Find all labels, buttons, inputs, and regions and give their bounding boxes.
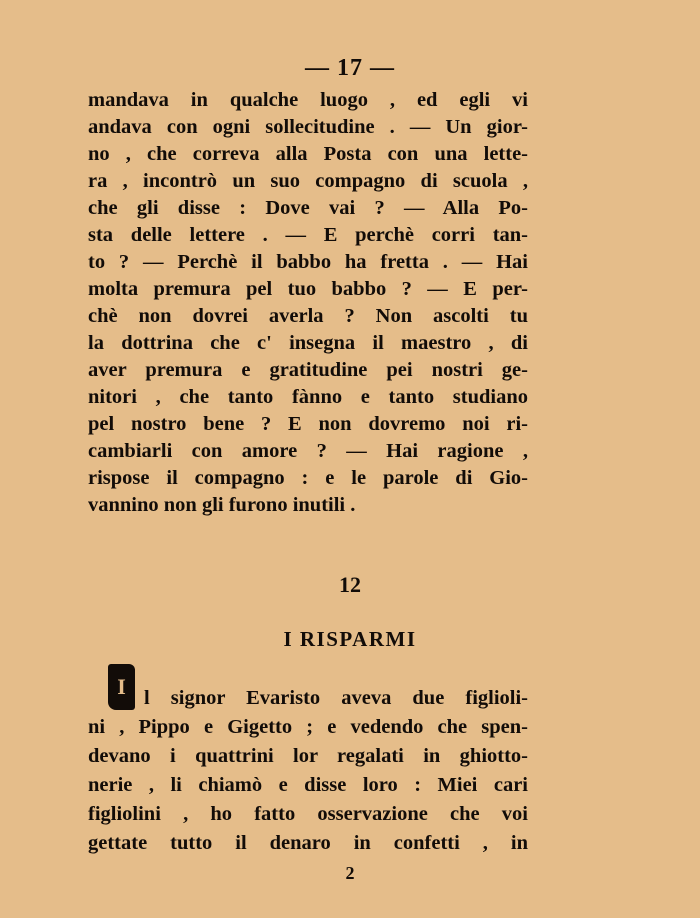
- text-line: nitori , che tanto fànno e tanto studiano: [88, 386, 528, 408]
- text-line: chè non dovrei averla ? Non ascolti tu: [88, 305, 528, 327]
- text-line: la dottrina che c' insegna il maestro , di: [88, 332, 528, 354]
- text-line: sta delle lettere . — E perchè corri tan-: [88, 224, 528, 246]
- text-line: ra , incontrò un suo compagno di scuola ,: [88, 170, 528, 192]
- text-line: che gli disse : Dove vai ? — Alla Po-: [88, 197, 528, 219]
- drop-cap-initial: I: [108, 664, 135, 710]
- text-line: andava con ogni sollecitudine . — Un gior-: [88, 116, 528, 138]
- text-line: vannino non gli furono inutili .: [88, 494, 356, 516]
- text-line: mandava in qualche luogo , ed egli vi: [88, 89, 528, 111]
- text-line: cambiarli con amore ? — Hai ragione ,: [88, 440, 528, 462]
- text-line: gettate tutto il denaro in confetti , in: [88, 832, 528, 854]
- page-number-header: — 17 —: [305, 55, 395, 81]
- text-line: ni , Pippo e Gigetto ; e vedendo che spen-: [88, 716, 528, 738]
- section-number: 12: [339, 572, 361, 597]
- text-line: molta premura pel tuo babbo ? — E per-: [88, 278, 528, 300]
- text-line: l signor Evaristo aveva due figlioli-: [144, 687, 528, 709]
- text-line: aver premura e gratitudine pei nostri ge-: [88, 359, 528, 381]
- text-line: nerie , li chiamò e disse loro : Miei cari: [88, 774, 528, 796]
- text-line: no , che correva alla Posta con una lette-: [88, 143, 528, 165]
- section-title: I RISPARMI: [283, 627, 417, 651]
- text-line: figliolini , ho fatto osservazione che voi: [88, 803, 528, 825]
- text-line: devano i quattrini lor regalati in ghiotto-: [88, 745, 528, 767]
- paragraph-1: [88, 87, 528, 519]
- text-line: to ? — Perchè il babbo ha fretta . — Hai: [88, 251, 528, 273]
- text-line: rispose il compagno : e le parole di Gio-: [88, 467, 528, 489]
- text-line: pel nostro bene ? E non dovremo noi ri-: [88, 413, 528, 435]
- paragraph-2: [88, 684, 528, 858]
- signature-mark: 2: [345, 863, 355, 883]
